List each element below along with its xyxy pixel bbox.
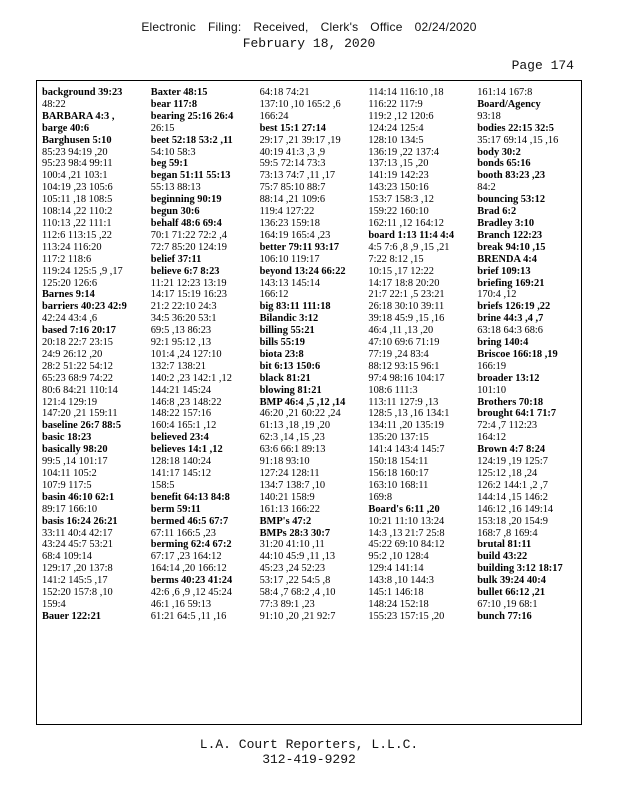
index-line: 124:19 ,19 125:7 <box>477 456 548 468</box>
index-line: 62:3 ,14 ,15 ,23 <box>259 432 325 444</box>
index-line: 153:7 158:3 ,12 <box>368 194 434 206</box>
index-line: 92:1 95:12 ,13 <box>150 337 212 349</box>
index-line: 126:2 144:1 ,2 ,7 <box>477 479 548 491</box>
index-term: barriers 40:23 42:9 <box>42 301 127 313</box>
index-line: 46:20 ,21 60:22 ,24 <box>259 408 341 420</box>
index-line: 158:5 <box>150 479 175 491</box>
index-line: 164:12 <box>477 432 507 444</box>
index-line: 134:7 138:7 ,10 <box>259 479 326 491</box>
index-term: better 79:11 93:17 <box>259 241 340 253</box>
index-term: beg 59:1 <box>150 158 189 170</box>
index-column <box>146 87 255 720</box>
index-line: 24:9 26:12 ,20 <box>42 348 103 360</box>
index-term: broader 13:12 <box>477 372 540 384</box>
index-line: 125:20 126:6 <box>42 277 98 289</box>
index-line: 113:11 127:9 ,13 <box>368 396 439 408</box>
index-line: 144:21 145:24 <box>150 384 212 396</box>
index-line: 63:6 66:1 89:13 <box>259 444 326 456</box>
index-term: Bauer 122:21 <box>42 610 101 622</box>
reporter-name: L.A. Court Reporters, L.L.C. <box>199 737 419 752</box>
index-line: 84:2 <box>477 182 496 194</box>
index-line: 29:17 ,21 39:17 ,19 <box>259 134 341 146</box>
index-term: background 39:23 <box>42 87 123 98</box>
index-line: 159:22 160:10 <box>368 206 429 218</box>
index-line: 26:18 30:10 39:11 <box>368 301 445 313</box>
index-term: body 30:2 <box>477 146 521 158</box>
index-term: brine 44:3 ,4 ,7 <box>477 313 544 325</box>
index-line: 128:5 ,13 ,16 134:1 <box>368 408 450 420</box>
index-line: 11:21 12:23 13:19 <box>150 277 227 289</box>
index-term: berming 62:4 67:2 <box>150 539 232 551</box>
index-line: 44:10 45:9 ,11 ,13 <box>259 551 336 563</box>
index-term: best 15:1 27:14 <box>259 122 326 134</box>
index-line: 104:19 ,23 105:6 <box>42 182 113 194</box>
index-term: build 43:22 <box>477 551 528 563</box>
index-term: begun 30:6 <box>150 206 200 218</box>
filing-date: February 18, 2020 <box>242 36 376 51</box>
index-term: barge 40:6 <box>42 122 90 134</box>
index-line: 53:17 ,22 54:5 ,8 <box>259 575 331 587</box>
index-line: 35:17 69:14 ,15 ,16 <box>477 134 559 146</box>
filing-word: Electronic <box>141 20 196 34</box>
index-line: 33:11 40:4 42:17 <box>42 527 113 539</box>
index-line: 132:7 138:21 <box>150 360 206 372</box>
index-term: Barghusen 5:10 <box>42 134 112 146</box>
index-line: 116:22 117:9 <box>368 98 423 110</box>
index-term: beyond 13:24 66:22 <box>259 265 346 277</box>
index-line: 108:14 ,22 110:2 <box>42 206 113 218</box>
index-line: 104:11 105:2 <box>42 468 97 479</box>
index-term: benefit 64:13 84:8 <box>150 491 230 503</box>
index-line: 141:4 143:4 145:7 <box>368 444 445 456</box>
index-term: berm 59:11 <box>150 503 201 515</box>
index-line: 42:6 ,6 ,9 ,12 45:24 <box>150 587 232 599</box>
index-line: 21:7 22:1 ,5 23:21 <box>368 289 445 301</box>
index-term: big 83:11 111:18 <box>259 301 331 313</box>
index-line: 146:8 ,23 148:22 <box>150 396 222 408</box>
index-term: behalf 48:6 69:4 <box>150 217 222 229</box>
index-line: 141:19 142:23 <box>368 170 429 182</box>
index-term: BMP's 47:2 <box>259 515 312 527</box>
index-line: 91:10 ,20 ,21 92:7 <box>259 610 336 622</box>
filing-word: Filing: <box>208 20 242 34</box>
filing-word: Received, <box>253 20 309 34</box>
index-term: basis 16:24 26:21 <box>42 515 118 527</box>
index-term: Bradley 3:10 <box>477 217 535 229</box>
index-line: 31:20 41:10 ,11 <box>259 539 325 551</box>
index-line: 73:13 74:7 ,11 ,17 <box>259 170 336 182</box>
index-line: 97:4 98:16 104:17 <box>368 372 445 384</box>
index-line: 72:4 ,7 112:23 <box>477 420 538 432</box>
index-line: 80:6 84:21 110:14 <box>42 384 118 396</box>
index-line: 129:4 141:14 <box>368 563 424 575</box>
index-term: basic 18:23 <box>42 432 92 444</box>
index-line: 141:17 145:12 <box>150 468 212 479</box>
index-line: 95:23 98:4 99:11 <box>42 158 113 170</box>
index-line: 156:18 160:17 <box>368 468 429 479</box>
index-line: 100:4 ,21 103:1 <box>42 170 108 182</box>
index-line: 14:17 15:19 16:23 <box>150 289 227 301</box>
index-line: 148:24 152:18 <box>368 598 429 610</box>
index-term: basin 46:10 62:1 <box>42 491 115 503</box>
index-line: 106:10 119:17 <box>259 253 320 265</box>
index-line: 75:7 85:10 88:7 <box>259 182 326 194</box>
index-term: BARBARA 4:3 , <box>42 110 115 122</box>
index-line: 10:21 11:10 13:24 <box>368 515 445 527</box>
index-line: 93:18 <box>477 110 501 122</box>
index-term: bonds 65:16 <box>477 158 531 170</box>
index-line: 67:11 166:5 ,23 <box>150 527 216 539</box>
index-line: 140:2 ,23 142:1 ,12 <box>150 372 232 384</box>
index-line: 119:2 ,12 120:6 <box>368 110 434 122</box>
index-term: bunch 77:16 <box>477 610 532 622</box>
index-line: 54:10 58:3 <box>150 146 196 158</box>
index-term: beet 52:18 53:2 ,11 <box>150 134 233 146</box>
index-line: 61:13 ,18 ,19 ,20 <box>259 420 331 432</box>
index-line: 136:23 159:18 <box>259 217 320 229</box>
index-term: brief 109:13 <box>477 265 531 277</box>
index-line: 164:14 ,20 166:12 <box>150 563 227 575</box>
index-term: beginning 90:19 <box>150 194 222 206</box>
index-term: bit 6:13 150:6 <box>259 360 321 372</box>
index-column <box>472 87 581 720</box>
index-line: 39:18 45:9 ,15 ,16 <box>368 313 445 325</box>
index-term: began 51:11 55:13 <box>150 170 231 182</box>
index-line: 128:18 140:24 <box>150 456 212 468</box>
index-term: briefing 169:21 <box>477 277 545 289</box>
index-line: 77:3 89:1 ,23 <box>259 598 315 610</box>
index-term: bodies 22:15 32:5 <box>477 122 554 134</box>
index-line: 141:2 145:5 ,17 <box>42 575 108 587</box>
index-line: 95:2 ,10 128:4 <box>368 551 429 563</box>
index-line: 91:18 93:10 <box>259 456 310 468</box>
index-term: brought 64:1 71:7 <box>477 408 557 420</box>
index-line: 169:8 <box>368 491 393 503</box>
index-line: 45:22 69:10 84:12 <box>368 539 445 551</box>
index-line: 99:5 ,14 101:17 <box>42 456 108 468</box>
index-line: 117:2 118:6 <box>42 253 92 265</box>
index-line: 67:17 ,23 164:12 <box>150 551 222 563</box>
index-line: 119:24 125:5 ,9 ,17 <box>42 265 123 277</box>
index-line: 88:14 ,21 109:6 <box>259 194 326 206</box>
filing-word: Clerk's <box>320 20 359 34</box>
index-term: bills 55:19 <box>259 337 305 349</box>
index-line: 34:5 36:20 53:1 <box>150 313 217 325</box>
index-line: 14:3 ,13 21:7 25:8 <box>368 527 445 539</box>
index-term: Briscoe 166:18 ,19 <box>477 348 558 360</box>
index-line: 63:18 64:3 68:6 <box>477 325 543 337</box>
index-term: Brothers 70:18 <box>477 396 544 408</box>
index-line: 144:14 ,15 146:2 <box>477 491 548 503</box>
index-term: brutal 81:11 <box>477 539 532 551</box>
index-line: 134:11 ,20 135:19 <box>368 420 444 432</box>
index-line: 110:13 ,22 111:1 <box>42 217 112 229</box>
index-line: 160:4 165:1 ,12 <box>150 420 217 432</box>
reporter-phone: 312-419-9292 <box>262 752 356 767</box>
index-term: based 7:16 20:17 <box>42 325 116 337</box>
index-line: 65:23 68:9 74:22 <box>42 372 114 384</box>
index-term: Brown 4:7 8:24 <box>477 444 546 456</box>
index-line: 21:2 22:10 24:3 <box>150 301 217 313</box>
index-line: 128:10 134:5 <box>368 134 424 146</box>
index-line: 146:12 ,16 149:14 <box>477 503 554 515</box>
index-line: 153:18 ,20 154:9 <box>477 515 548 527</box>
index-line: 107:9 117:5 <box>42 479 92 491</box>
index-line: 47:10 69:6 71:19 <box>368 337 440 349</box>
index-line: 168:7 ,8 169:4 <box>477 527 538 539</box>
index-line: 101:4 ,24 127:10 <box>150 348 222 360</box>
page-number: Page 174 <box>511 58 574 73</box>
index-column <box>363 87 472 720</box>
index-line: 121:4 129:19 <box>42 396 98 408</box>
index-line: 77:19 ,24 83:4 <box>368 348 429 360</box>
index-term: billing 55:21 <box>259 325 315 337</box>
index-line: 61:21 64:5 ,11 ,16 <box>150 610 227 622</box>
index-line: 143:23 150:16 <box>368 182 429 194</box>
index-line: 152:20 157:8 ,10 <box>42 587 113 599</box>
index-term: BRENDA 4:4 <box>477 253 537 265</box>
index-line: 119:4 127:22 <box>259 206 315 218</box>
index-line: 69:5 ,13 86:23 <box>150 325 212 337</box>
index-term: biota 23:8 <box>259 348 304 360</box>
index-line: 155:23 157:15 ,20 <box>368 610 445 622</box>
index-line: 135:20 137:15 <box>368 432 429 444</box>
index-line: 140:21 158:9 <box>259 491 315 503</box>
index-line: 125:12 ,18 ,24 <box>477 468 538 479</box>
index-term: Board's 6:11 ,20 <box>368 503 440 515</box>
index-line: 166:24 <box>259 110 289 122</box>
index-line: 159:4 <box>42 598 66 610</box>
index-line: 89:17 166:10 <box>42 503 98 515</box>
index-line: 46:4 ,11 ,13 ,20 <box>368 325 434 337</box>
index-term: bearing 25:16 26:4 <box>150 110 234 122</box>
index-line: 48:22 <box>42 98 66 110</box>
index-line: 40:19 41:3 ,3 ,9 <box>259 146 326 158</box>
index-term: Barnes 9:14 <box>42 289 95 301</box>
index-term: booth 83:23 ,23 <box>477 170 546 182</box>
index-term: Brad 6:2 <box>477 206 517 218</box>
index-frame <box>36 80 582 725</box>
index-line: 162:11 ,12 164:12 <box>368 217 444 229</box>
index-line: 4:5 7:6 ,8 ,9 ,15 ,21 <box>368 241 450 253</box>
index-line: 112:6 113:15 ,22 <box>42 229 112 241</box>
index-term: berms 40:23 41:24 <box>150 575 233 587</box>
index-line: 43:24 45:7 53:21 <box>42 539 114 551</box>
index-column <box>255 87 364 720</box>
index-line: 46:1 ,16 59:13 <box>150 598 212 610</box>
index-term: bulk 39:24 40:4 <box>477 575 546 587</box>
index-term: Bilandic 3:12 <box>259 313 319 325</box>
index-term: BMPs 28:3 30:7 <box>259 527 331 539</box>
index-term: briefs 126:19 ,22 <box>477 301 551 313</box>
index-line: 14:17 18:8 20:20 <box>368 277 440 289</box>
index-column <box>37 87 146 720</box>
index-line: 88:12 93:15 96:1 <box>368 360 440 372</box>
index-line: 113:24 116:20 <box>42 241 102 253</box>
index-term: bermed 46:5 67:7 <box>150 515 229 527</box>
index-line: 45:23 ,24 52:23 <box>259 563 326 575</box>
index-line: 72:7 85:20 124:19 <box>150 241 227 253</box>
index-line: 129:17 ,20 137:8 <box>42 563 113 575</box>
index-line: 114:14 116:10 ,18 <box>368 87 444 98</box>
index-line: 164:19 165:4 ,23 <box>259 229 331 241</box>
index-line: 67:10 ,19 68:1 <box>477 598 538 610</box>
index-term: black 81:21 <box>259 372 311 384</box>
index-line: 101:10 <box>477 384 507 396</box>
index-line: 166:12 <box>259 289 289 301</box>
index-line: 58:4 ,7 68:2 ,4 ,10 <box>259 587 336 599</box>
index-line: 105:11 ,18 108:5 <box>42 194 113 206</box>
index-line: 70:1 71:22 72:2 ,4 <box>150 229 227 241</box>
index-line: 68:4 109:14 <box>42 551 92 563</box>
index-term: board 1:13 11:4 4:4 <box>368 229 455 241</box>
index-term: bring 140:4 <box>477 337 529 349</box>
index-term: bear 117:8 <box>150 98 198 110</box>
index-line: 143:8 ,10 144:3 <box>368 575 434 587</box>
index-line: 148:22 157:16 <box>150 408 212 420</box>
index-line: 64:18 74:21 <box>259 87 310 98</box>
index-term: Board/Agency <box>477 98 541 110</box>
index-line: 161:13 166:22 <box>259 503 320 515</box>
index-line: 42:24 43:4 ,6 <box>42 313 98 325</box>
index-line: 147:20 ,21 159:11 <box>42 408 118 420</box>
index-term: believes 14:1 ,12 <box>150 444 223 456</box>
index-line: 127:24 128:11 <box>259 468 320 479</box>
index-term: bouncing 53:12 <box>477 194 546 206</box>
index-term: break 94:10 ,15 <box>477 241 546 253</box>
index-line: 136:19 ,22 137:4 <box>368 146 440 158</box>
index-line: 10:15 ,17 12:22 <box>368 265 434 277</box>
index-term: Branch 122:23 <box>477 229 543 241</box>
index-line: 55:13 88:13 <box>150 182 201 194</box>
index-line: 124:24 125:4 <box>368 122 424 134</box>
index-line: 85:23 94:19 ,20 <box>42 146 108 158</box>
index-term: believe 6:7 8:23 <box>150 265 220 277</box>
index-line: 150:18 154:11 <box>368 456 429 468</box>
index-line: 108:6 111:3 <box>368 384 418 396</box>
index-term: Baxter 48:15 <box>150 87 208 98</box>
filing-word: Office <box>370 20 403 34</box>
index-columns <box>37 87 581 720</box>
index-line: 20:18 22:7 23:15 <box>42 337 114 349</box>
index-line: 145:1 146:18 <box>368 587 424 599</box>
filing-stamp <box>0 20 618 34</box>
index-term: baseline 26:7 88:5 <box>42 420 122 432</box>
index-line: 163:10 168:11 <box>368 479 429 491</box>
index-line: 161:14 167:8 <box>477 87 533 98</box>
index-line: 26:15 <box>150 122 175 134</box>
index-term: basically 98:20 <box>42 444 108 456</box>
index-line: 137:10 ,10 165:2 ,6 <box>259 98 341 110</box>
index-term: believed 23:4 <box>150 432 209 444</box>
index-term: BMP 46:4 ,5 ,12 ,14 <box>259 396 346 408</box>
index-line: 143:13 145:14 <box>259 277 320 289</box>
index-term: bullet 66:12 ,21 <box>477 587 546 599</box>
index-line: 7:22 8:12 ,15 <box>368 253 424 265</box>
index-line: 28:2 51:22 54:12 <box>42 360 114 372</box>
filing-word: 02/24/2020 <box>414 20 477 34</box>
index-line: 170:4 ,12 <box>477 289 517 301</box>
index-term: belief 37:11 <box>150 253 202 265</box>
index-line: 59:5 72:14 73:3 <box>259 158 326 170</box>
index-term: blowing 81:21 <box>259 384 322 396</box>
index-line: 166:19 <box>477 360 507 372</box>
index-line: 137:13 ,15 ,20 <box>368 158 429 170</box>
index-term: building 3:12 18:17 <box>477 563 563 575</box>
